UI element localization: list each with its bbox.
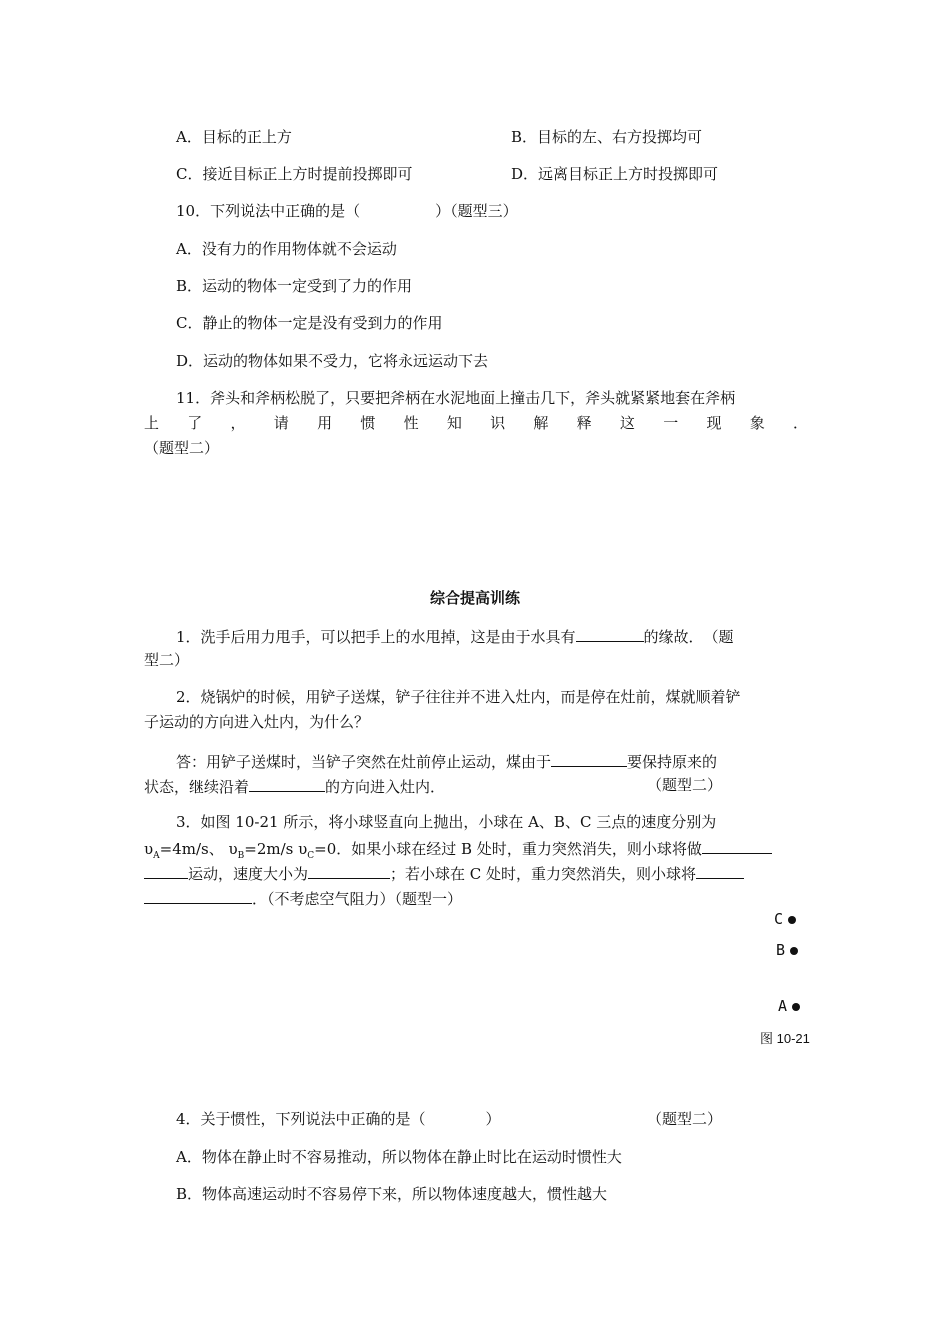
q11-char: 象: [749, 414, 765, 432]
p1-text-b: 的缘故． （题: [643, 628, 734, 646]
answer-blank[interactable]: [576, 625, 644, 642]
p3-line4: [144, 887, 462, 909]
q11-char: 性: [403, 414, 419, 432]
p2-line1: 2．烧锅炉的时候，用铲子送煤，铲子往往并不进入灶内，而是停在灶前，煤就顺着铲: [176, 688, 741, 706]
answer-blank[interactable]: [308, 862, 390, 879]
velocity-subscript: B: [237, 851, 245, 861]
answer-blank[interactable]: [551, 750, 627, 767]
q9-option-a: A．目标的正上方: [176, 128, 292, 146]
q11-char: 了: [187, 414, 203, 432]
velocity-symbol: υ: [144, 840, 154, 858]
p2-answer-text-c: 状态，继续沿着: [144, 778, 250, 796]
q11-char: 释: [576, 414, 592, 432]
q11-char: 这: [619, 414, 635, 432]
q11-char: 识: [490, 414, 506, 432]
velocity-value: =4m/s、: [159, 840, 224, 858]
point-b: [776, 941, 798, 959]
point-a: [778, 997, 800, 1015]
p1-line2: 型二）: [144, 651, 190, 669]
q10-option-d: D．运动的物体如果不受力，它将永远运动下去: [176, 352, 489, 370]
q11-char: ，: [230, 414, 246, 432]
p4-option-a: A．物体在静止时不容易推动，所以物体在静止时比在运动时惯性大: [176, 1148, 622, 1166]
q9-option-c: C．接近目标正上方时提前投掷即可: [176, 165, 413, 183]
p1-text-a: 1．洗手后用力甩手，可以把手上的水甩掉，这是由于水具有: [176, 628, 576, 646]
q11-line1: 11．斧头和斧柄松脱了，只要把斧柄在水泥地面上撞击几下，斧头就紧紧地套在斧柄: [176, 389, 736, 407]
p2-answer-text-a: 答：用铲子送煤时，当铲子突然在灶前停止运动，煤由于: [176, 753, 552, 771]
answer-blank[interactable]: [249, 775, 325, 792]
p3-line1: 3．如图 10-21 所示，将小球竖直向上抛出，小球在 A、B、C 三点的速度分别为: [176, 813, 717, 831]
q10-option-c: C．静止的物体一定是没有受到力的作用: [176, 314, 443, 332]
q11-char: 用: [317, 414, 333, 432]
velocity-symbol: υ: [298, 840, 308, 858]
p4-type: （题型二）: [647, 1110, 723, 1128]
ball-dot-icon: [788, 916, 796, 924]
ball-dot-icon: [790, 947, 798, 955]
p3-text-c: ．（不考虑空气阻力）（题型一）: [252, 890, 463, 908]
answer-blank[interactable]: [144, 887, 252, 904]
q9-option-b: B．目标的左、右方投掷均可: [511, 128, 703, 146]
q11-char: 惯: [360, 414, 376, 432]
p2-type: （题型二）: [647, 776, 723, 794]
q10-option-b: B．运动的物体一定受到了力的作用: [176, 277, 413, 295]
point-label: B: [776, 941, 786, 959]
q11-char: 上: [144, 414, 160, 432]
section-title: 综合提高训练: [429, 589, 520, 607]
point-label: A: [778, 997, 788, 1015]
q11-char: ．: [792, 414, 808, 432]
answer-blank[interactable]: [702, 837, 772, 854]
q11-char: 请: [273, 414, 289, 432]
q11-char: 知: [446, 414, 462, 432]
velocity-subscript: A: [153, 851, 160, 861]
q10-option-a: A．没有力的作用物体就不会运动: [176, 240, 397, 258]
p2-answer-text-d: 的方向进入灶内．: [325, 778, 446, 796]
ball-dot-icon: [792, 1003, 800, 1011]
p3-text-a: 运动，速度大小为: [188, 865, 309, 883]
velocity-value: =2m/s: [244, 840, 294, 858]
p4-stem: 4．关于惯性，下列说法中正确的是（ ）: [176, 1110, 501, 1128]
p2-answer-line1: [176, 750, 717, 772]
velocity-symbol: υ: [228, 840, 238, 858]
p2-line2: 子运动的方向进入灶内，为什么？: [144, 713, 370, 731]
q10-stem: 10．下列说法中正确的是（ ）（题型三）: [176, 202, 518, 220]
q11-line2: [144, 413, 808, 433]
velocity-subscript: C: [307, 851, 315, 861]
q11-char: 一: [663, 414, 679, 432]
p2-answer-line2: [144, 775, 445, 797]
q9-option-d: D．远离目标正上方时投掷即可: [511, 165, 719, 183]
p2-answer-text-b: 要保持原来的: [627, 753, 718, 771]
p3-text-b: ；若小球在 C 处时，重力突然消失，则小球将: [390, 865, 697, 883]
figure-caption: 图 10-21: [760, 1031, 810, 1046]
p4-option-b: B．物体高速运动时不容易停下来，所以物体速度越大，惯性越大: [176, 1185, 608, 1203]
answer-blank[interactable]: [696, 862, 744, 879]
q11-char: 解: [533, 414, 549, 432]
answer-blank[interactable]: [144, 862, 188, 879]
velocity-value: =0．如果小球在经过 B 处时，重力突然消失，则小球将做: [314, 840, 702, 858]
p3-line3: [144, 862, 744, 884]
point-label: C: [774, 910, 784, 928]
p1-line1: [176, 625, 734, 647]
q11-line3: （题型二）: [144, 439, 220, 457]
point-c: [774, 910, 796, 928]
q11-char: 现: [706, 414, 722, 432]
